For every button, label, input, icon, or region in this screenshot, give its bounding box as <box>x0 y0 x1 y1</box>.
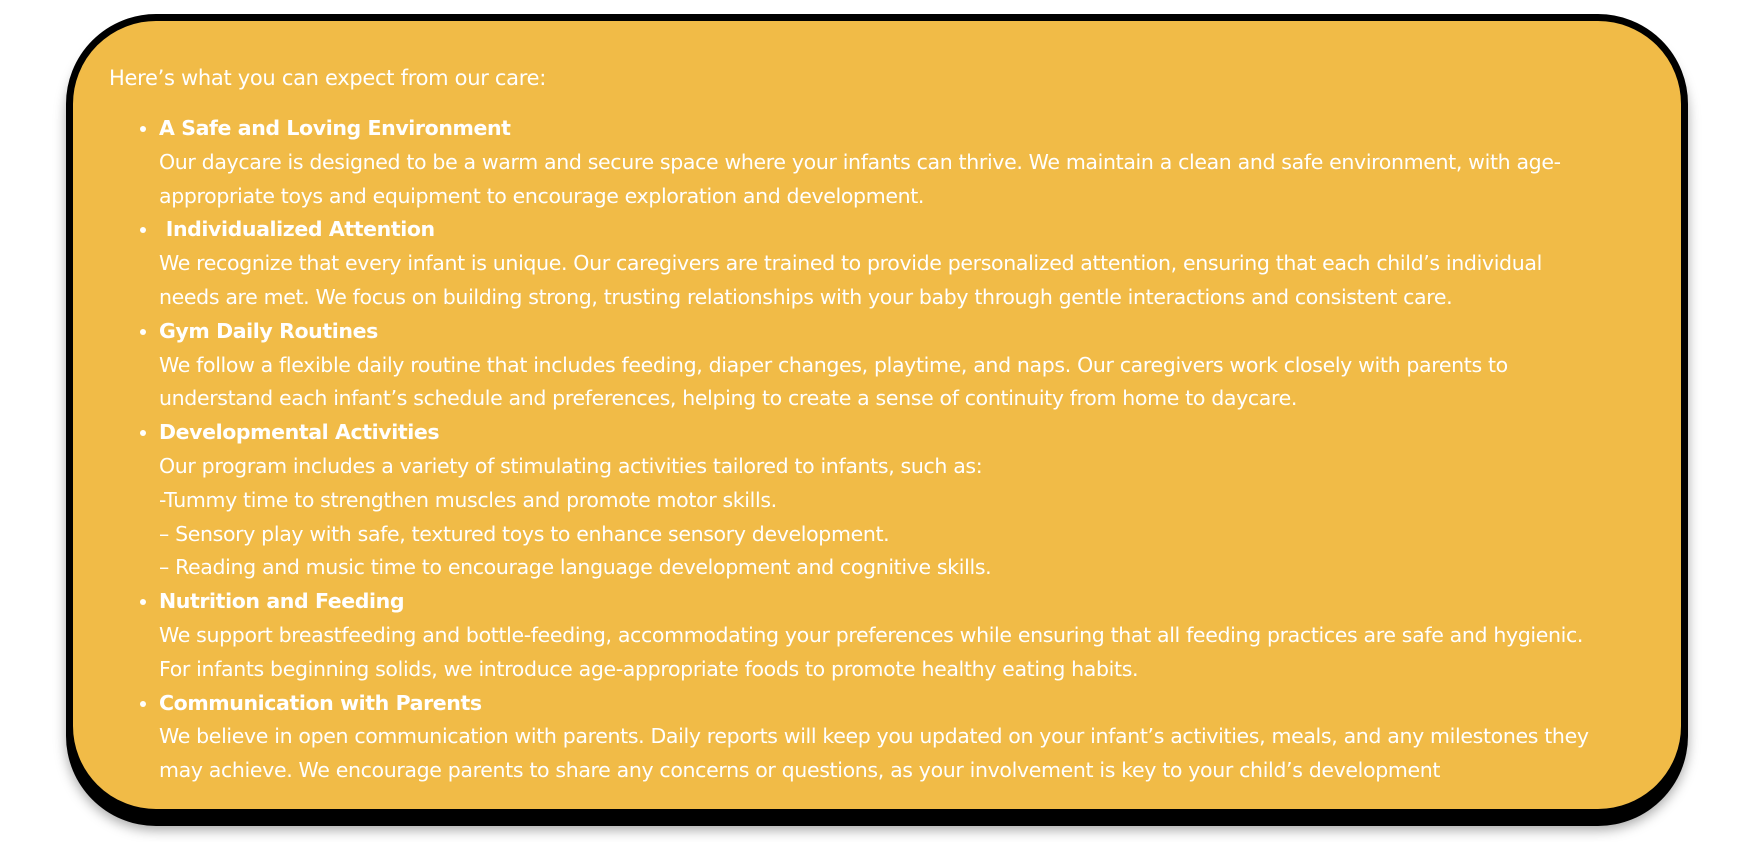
item-description-line: appropriate toys and equipment to encourage exploration and development. <box>159 183 925 208</box>
item-title: • Gym Daily Routines <box>159 318 378 343</box>
item-description-line: Our daycare is designed to be a warm and secure space where your infants can thrive. We maintain a clean and safe environment, with age- <box>159 149 1561 174</box>
item-description-line: We believe in open communication with parents. Daily reports will keep you updated on your infant’s activities, meals, and any milestones they <box>159 724 1589 749</box>
item-description-line: For infants beginning solids, we introduce age-appropriate foods to promote healthy eating habits. <box>159 656 1139 681</box>
item-description-line: Our program includes a variety of stimulating activities tailored to infants, such as: <box>159 453 983 478</box>
item-title: • Individualized Attention <box>159 217 435 242</box>
item-description-line: understand each infant’s schedule and preferences, helping to create a sense of continuity from home to daycare. <box>159 386 1298 411</box>
care-info-card <box>66 14 1688 816</box>
list-item <box>159 585 1688 686</box>
list-item <box>159 112 1688 213</box>
item-title: • Communication with Parents <box>159 690 482 715</box>
item-description-line: -Tummy time to strengthen muscles and promote motor skills. <box>159 487 777 512</box>
item-description-line: We recognize that every infant is unique. Our caregivers are trained to provide personalized attention, ensuring that each child’s individual <box>159 251 1542 276</box>
list-item <box>159 213 1688 314</box>
item-title: • Nutrition and Feeding <box>159 589 405 614</box>
item-title: • Developmental Activities <box>159 420 440 445</box>
list-item <box>159 687 1688 788</box>
list-item <box>159 315 1688 416</box>
item-description-line: – Reading and music time to encourage language development and cognitive skills. <box>159 555 992 580</box>
intro-text: Here’s what you can expect from our care: <box>109 66 546 90</box>
item-description-line: We follow a flexible daily routine that includes feeding, diaper changes, playtime, and naps. Our caregivers work closely with parents to <box>159 352 1508 377</box>
list-item <box>159 416 1688 585</box>
item-description-line: may achieve. We encourage parents to share any concerns or questions, as your involvement is key to your child’s development <box>159 758 1441 783</box>
item-description-line: needs are met. We focus on building strong, trusting relationships with your baby through gentle interactions and consistent care. <box>159 284 1453 309</box>
item-title: • A Safe and Loving Environment <box>159 116 511 140</box>
care-features-list <box>109 112 1688 788</box>
item-description-line: We support breastfeeding and bottle-feeding, accommodating your preferences while ensuring that all feeding practices are safe and hygienic. <box>159 622 1584 647</box>
item-description-line: – Sensory play with safe, textured toys to enhance sensory development. <box>159 521 890 546</box>
